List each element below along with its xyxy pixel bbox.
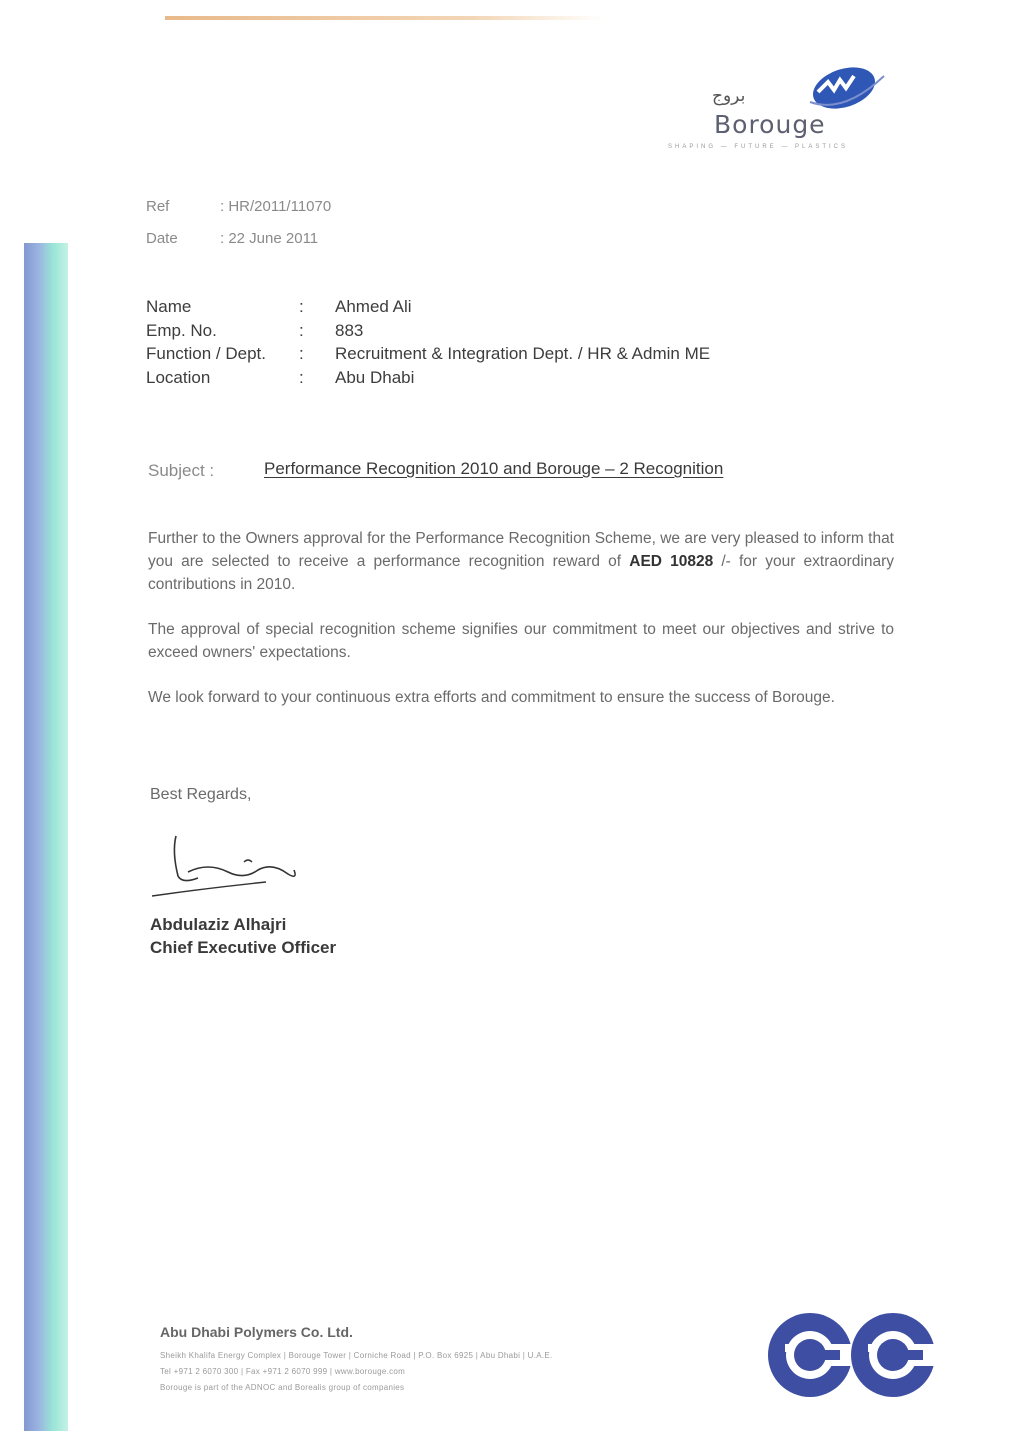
footer-address: Sheikh Khalifa Energy Complex | Borouge Tower | Corniche Road | P.O. Box 6925 | Abu Dhabi | U.A.E.: [160, 1351, 553, 1360]
ref-label: Ref: [146, 198, 170, 215]
info-label: Name: [146, 297, 192, 316]
footer-contact: Tel +971 2 6070 300 | Fax +971 2 6070 999 | www.borouge.com: [160, 1367, 406, 1376]
scan-edge-strip: [24, 243, 68, 1431]
info-colon: :: [299, 344, 304, 363]
signer-name: Abdulaziz Alhajri: [150, 915, 287, 934]
logo-tagline: SHAPING — FUTURE — PLASTICS: [668, 144, 849, 150]
subject-label: Subject :: [148, 461, 215, 480]
signer-title: Chief Executive Officer: [150, 938, 337, 957]
reward-amount: AED 10828: [629, 553, 714, 570]
body-paragraph-2: The approval of special recognition scheme signifies our commitment to meet our objectives and strive to exceed owners' expectations.: [148, 621, 894, 661]
date-value: : 22 June 2011: [220, 230, 319, 247]
signer-block: [150, 913, 336, 959]
certification-seal-icon: [765, 1310, 855, 1400]
borouge-emblem-icon: [800, 58, 890, 118]
body-paragraph-3: We look forward to your continuous extra efforts and commitment to ensure the success of Borouge.: [148, 689, 835, 706]
logo-arabic-text: بروج: [712, 86, 746, 106]
info-colon: :: [299, 297, 304, 316]
date-label: Date: [146, 230, 178, 247]
info-value: Recruitment & Integration Dept. / HR & Admin ME: [335, 344, 711, 363]
closing-regards: Best Regards,: [150, 786, 252, 803]
ref-value: : HR/2011/11070: [220, 198, 332, 215]
info-label: Function / Dept.: [146, 344, 267, 363]
scan-top-line: [165, 16, 605, 20]
footer-note: Borouge is part of the ADNOC and Borealis group of companies: [160, 1383, 405, 1392]
body-paragraph-1: [148, 527, 894, 596]
info-label: Emp. No.: [146, 320, 217, 340]
footer-company: Abu Dhabi Polymers Co. Ltd.: [160, 1324, 353, 1340]
logo-name: Borouge: [714, 110, 826, 139]
info-colon: :: [299, 367, 304, 387]
info-colon: :: [299, 320, 304, 340]
subject-text: Performance Recognition 2010 and Borouge – 2 Recognition: [264, 459, 724, 478]
body-text: /- for your extraordinary contributions in 2010.: [148, 553, 894, 593]
handwritten-signature: [148, 832, 318, 902]
info-value: 883: [335, 320, 364, 340]
letter-footer: [160, 1324, 760, 1396]
body-text: Further to the Owners approval for the Performance Recognition Scheme, we are very pleased to inform that you are selected to receive a performance recognition reward of: [148, 530, 894, 570]
info-value: Abu Dhabi: [335, 367, 415, 387]
letter-body: [148, 527, 894, 731]
info-value: Ahmed Ali: [335, 297, 412, 316]
borouge-logo: [660, 58, 940, 158]
info-label: Location: [146, 367, 211, 387]
certification-seal-icon: [848, 1310, 938, 1400]
